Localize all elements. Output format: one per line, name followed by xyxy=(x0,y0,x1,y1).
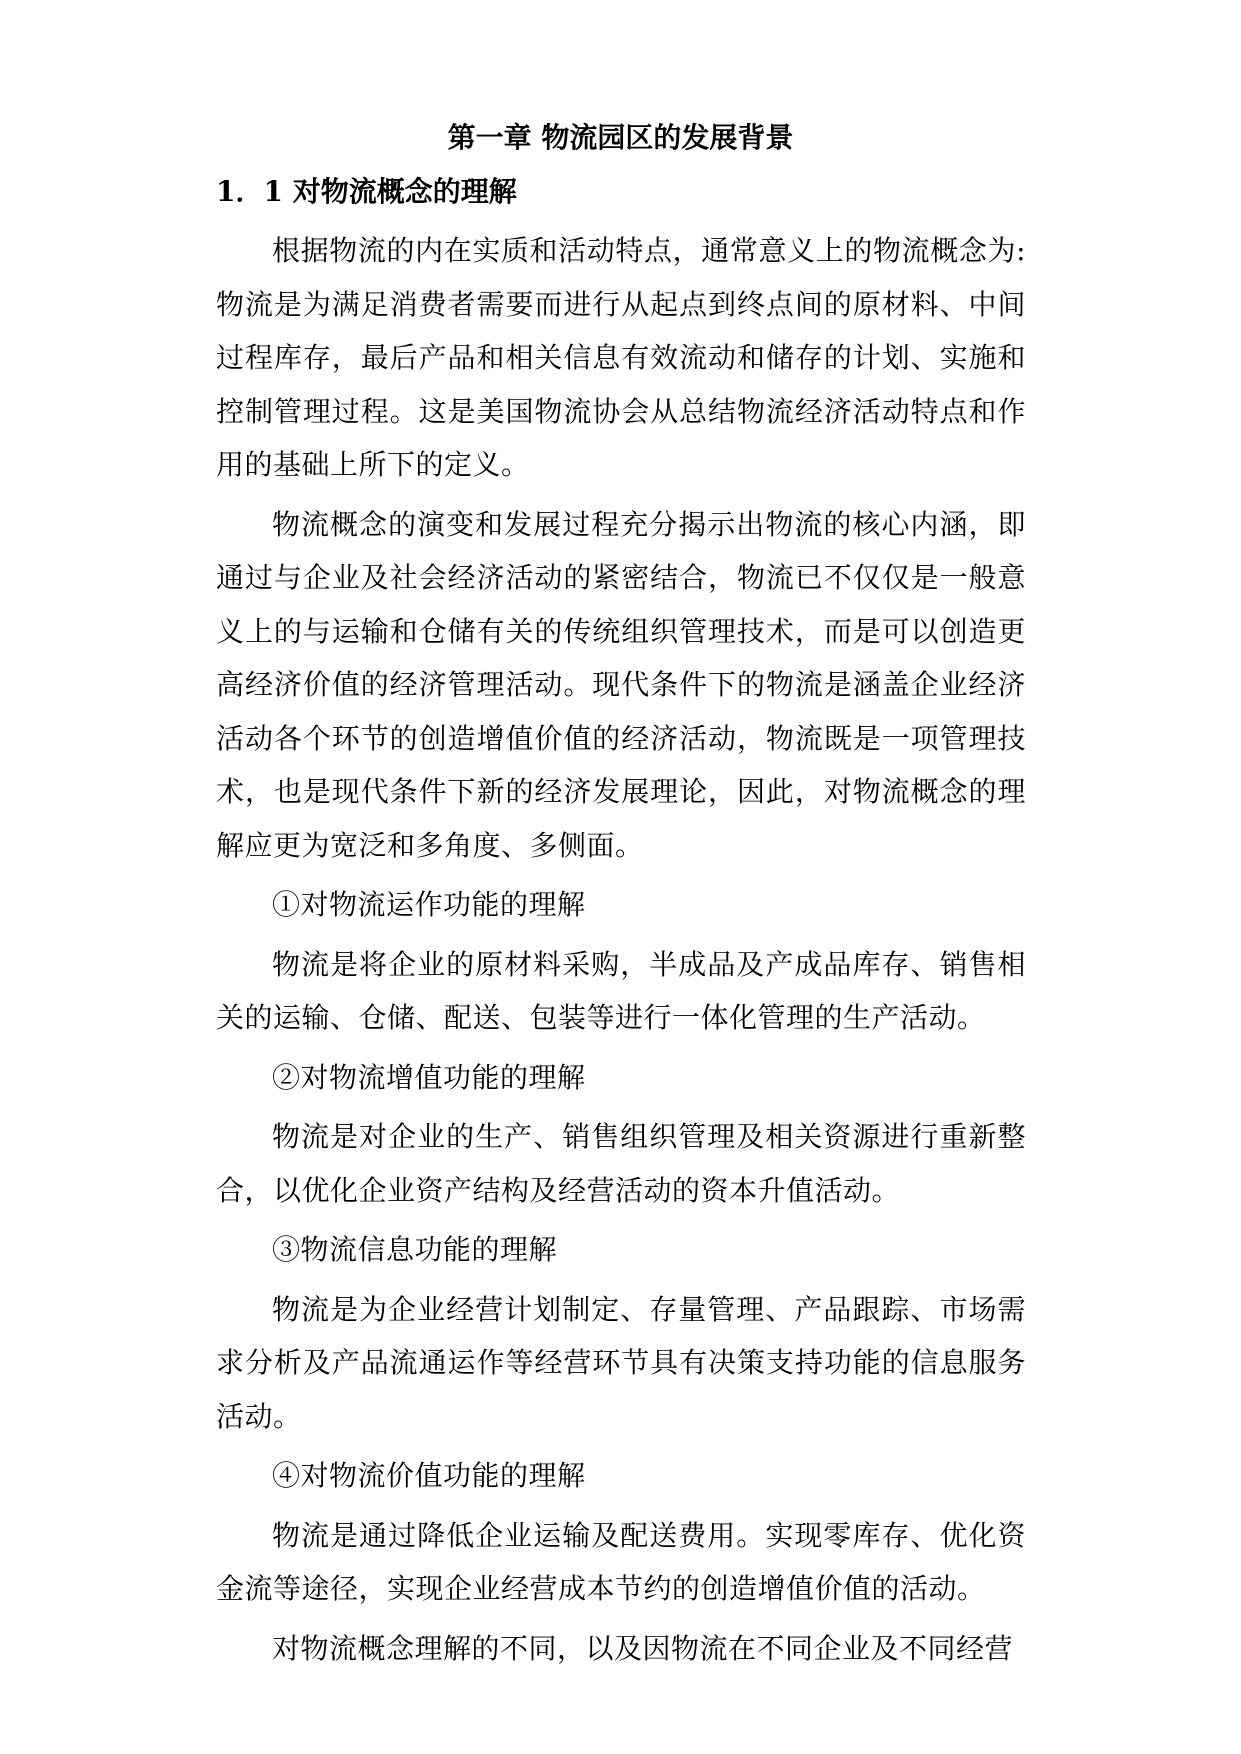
paragraph-evolution: 物流概念的演变和发展过程充分揭示出物流的核心内涵，即通过与企业及社会经济活动的紧密结合，物流已不仅仅是一般意义上的与运输和仓储有关的传统组织管理技术，而是可以创造更高经济价值的经济管理活动。现代条件下的物流是涵盖企业经济活动各个环节的创造增值价值的经济活动，物流既是一项管理技术，也是现代条件下新的经济发展理论，因此，对物流概念的理解应更为宽泛和多角度、多侧面。 xyxy=(216,507,1026,862)
paragraph-definition: 根据物流的内在实质和活动特点，通常意义上的物流概念为:物流是为满足消费者需要而进行从起点到终点间的原材料、中间过程库存，最后产品和相关信息有效流动和储存的计划、实施和控制管理过程。这是美国物流协会从总结物流经济活动特点和作用的基础上所下的定义。 xyxy=(216,234,1026,481)
paragraph-information-function: 物流是为企业经营计划制定、存量管理、产品跟踪、市场需求分析及产品流通运作等经营环节具有决策支持功能的信息服务活动。 xyxy=(216,1292,1026,1433)
chapter-title: 第一章 物流园区的发展背景 xyxy=(447,121,794,154)
subheading-operation-function: ①对物流运作功能的理解 xyxy=(272,888,586,921)
paragraph-value-function: 物流是通过降低企业运输及配送费用。实现零库存、优化资金流等途径，实现企业经营成本节约的创造增值价值的活动。 xyxy=(216,1518,1026,1605)
subheading-value-function: ④对物流价值功能的理解 xyxy=(272,1459,586,1492)
body-text xyxy=(216,224,1026,1675)
paragraph-operation-function: 物流是将企业的原材料采购，半成品及产成品库存、销售相关的运输、仓储、配送、包装等进行一体化管理的生产活动。 xyxy=(216,947,1026,1034)
section-heading: 1．1 对物流概念的理解 xyxy=(216,175,517,208)
paragraph-understanding-differences: 对物流概念理解的不同，以及因物流在不同企业及不同经营 xyxy=(272,1631,1014,1665)
paragraph-value-added-function: 物流是对企业的生产、销售组织管理及相关资源进行重新整合，以优化企业资产结构及经营活动的资本升值活动。 xyxy=(216,1120,1026,1207)
subheading-value-added-function: ②对物流增值功能的理解 xyxy=(272,1060,586,1094)
subheading-information-function: ③物流信息功能的理解 xyxy=(272,1233,558,1266)
